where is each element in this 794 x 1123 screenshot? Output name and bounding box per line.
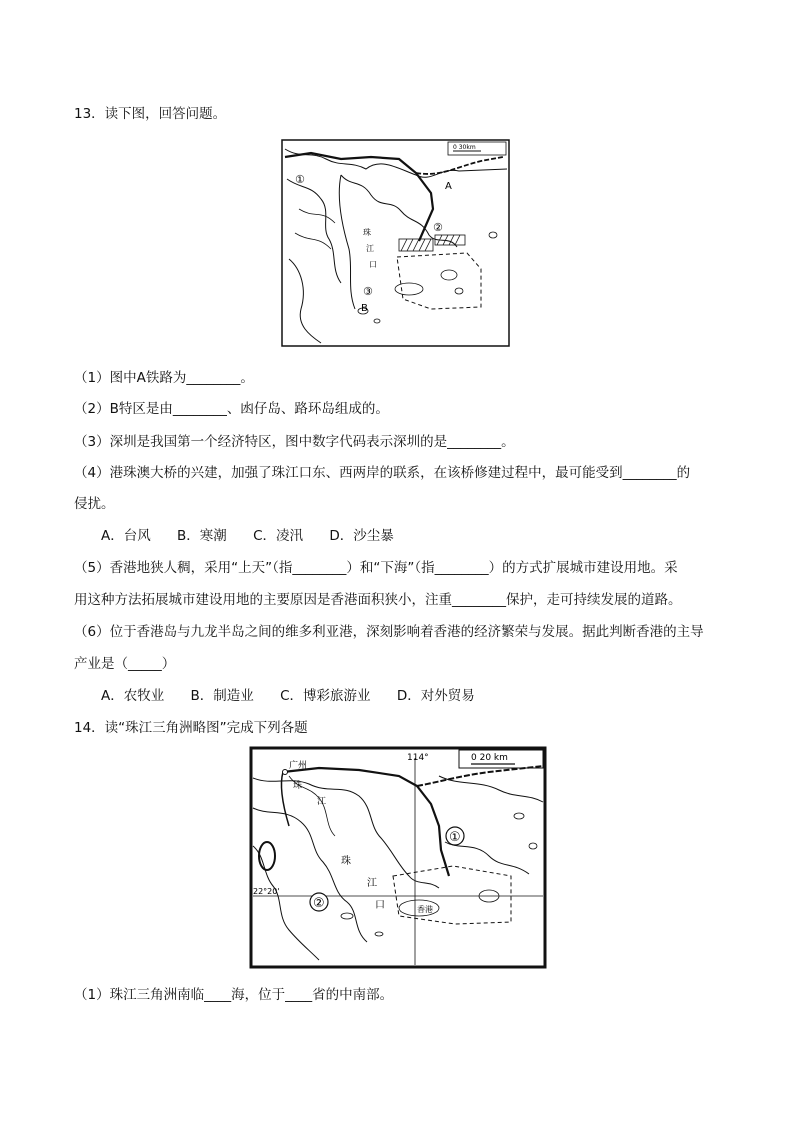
option-a: A．农牧业 <box>101 688 165 704</box>
option-b: B．寒潮 <box>177 528 227 544</box>
label-b: B <box>361 303 368 314</box>
estuary-char-1: 珠 <box>363 228 371 237</box>
q13-s2: （2）B特区是由________、凼仔岛、路环岛组成的。 <box>74 401 389 417</box>
label-num1: ① <box>449 830 461 845</box>
label-num1: ① <box>295 173 305 186</box>
label-num2: ② <box>433 221 443 234</box>
estuary-char-2: 江 <box>367 878 377 889</box>
label-hk: 香港 <box>417 905 433 914</box>
option-c: C．博彩旅游业 <box>280 688 371 704</box>
label-city: 广州 <box>289 761 308 771</box>
estuary-char-1: 珠 <box>341 856 351 867</box>
scale-label: 0 20 km <box>471 753 508 763</box>
q13-s5b: 用这种方法拓展城市建设用地的主要原因是香港面积狭小，注重________保护，走可持续发展的道路。 <box>74 592 682 608</box>
q13-map <box>281 139 510 347</box>
q13-s1: （1）图中A铁路为________。 <box>74 370 254 386</box>
q13-s4-options <box>101 526 416 546</box>
q13-s3: （3）深圳是我国第一个经济特区，图中数字代码表示深圳的是________。 <box>74 434 515 450</box>
estuary-char-3: 口 <box>375 900 385 911</box>
q13-s6a: （6）位于香港岛与九龙半岛之间的维多利亚港，深刻影响着香港的经济繁荣与发展。据此判断香港的主导 <box>74 624 704 640</box>
option-d: D．沙尘暴 <box>329 528 394 544</box>
river-char-2: 江 <box>317 797 327 807</box>
option-d: D．对外贸易 <box>396 688 475 704</box>
q14-title: 14．读“珠江三角洲略图”完成下列各题 <box>74 720 308 736</box>
lon-label: 114° <box>407 753 429 763</box>
label-a: A <box>445 181 452 192</box>
q13-s6b: 产业是（_____） <box>74 656 176 672</box>
q13-s4a: （4）港珠澳大桥的兴建，加强了珠江口东、西两岸的联系，在该桥修建过程中，最可能受到________的 <box>74 465 691 481</box>
label-num2: ② <box>313 896 325 911</box>
estuary-char-2: 江 <box>366 244 374 253</box>
scale-label: 0 30km <box>453 144 476 151</box>
label-num3: ③ <box>363 285 373 298</box>
q13-title: 13．读下图，回答问题。 <box>74 106 227 122</box>
option-c: C．凌汛 <box>253 528 304 544</box>
q14-s1: （1）珠江三角洲南临____海，位于____省的中南部。 <box>74 987 394 1003</box>
river-char-1: 珠 <box>293 781 303 791</box>
q13-s4b: 侵扰。 <box>74 496 115 512</box>
lat-label: 22°20' <box>253 887 280 896</box>
q13-s5a: （5）香港地狭人稠，采用“上天”（指________）和“下海”（指________）的方式扩展城市建设用地。采 <box>74 560 678 576</box>
option-a: A．台风 <box>101 528 151 544</box>
q14-map <box>249 746 547 969</box>
q13-s6-options <box>101 686 497 706</box>
estuary-char-3: 口 <box>369 260 377 269</box>
option-b: B．制造业 <box>190 688 254 704</box>
